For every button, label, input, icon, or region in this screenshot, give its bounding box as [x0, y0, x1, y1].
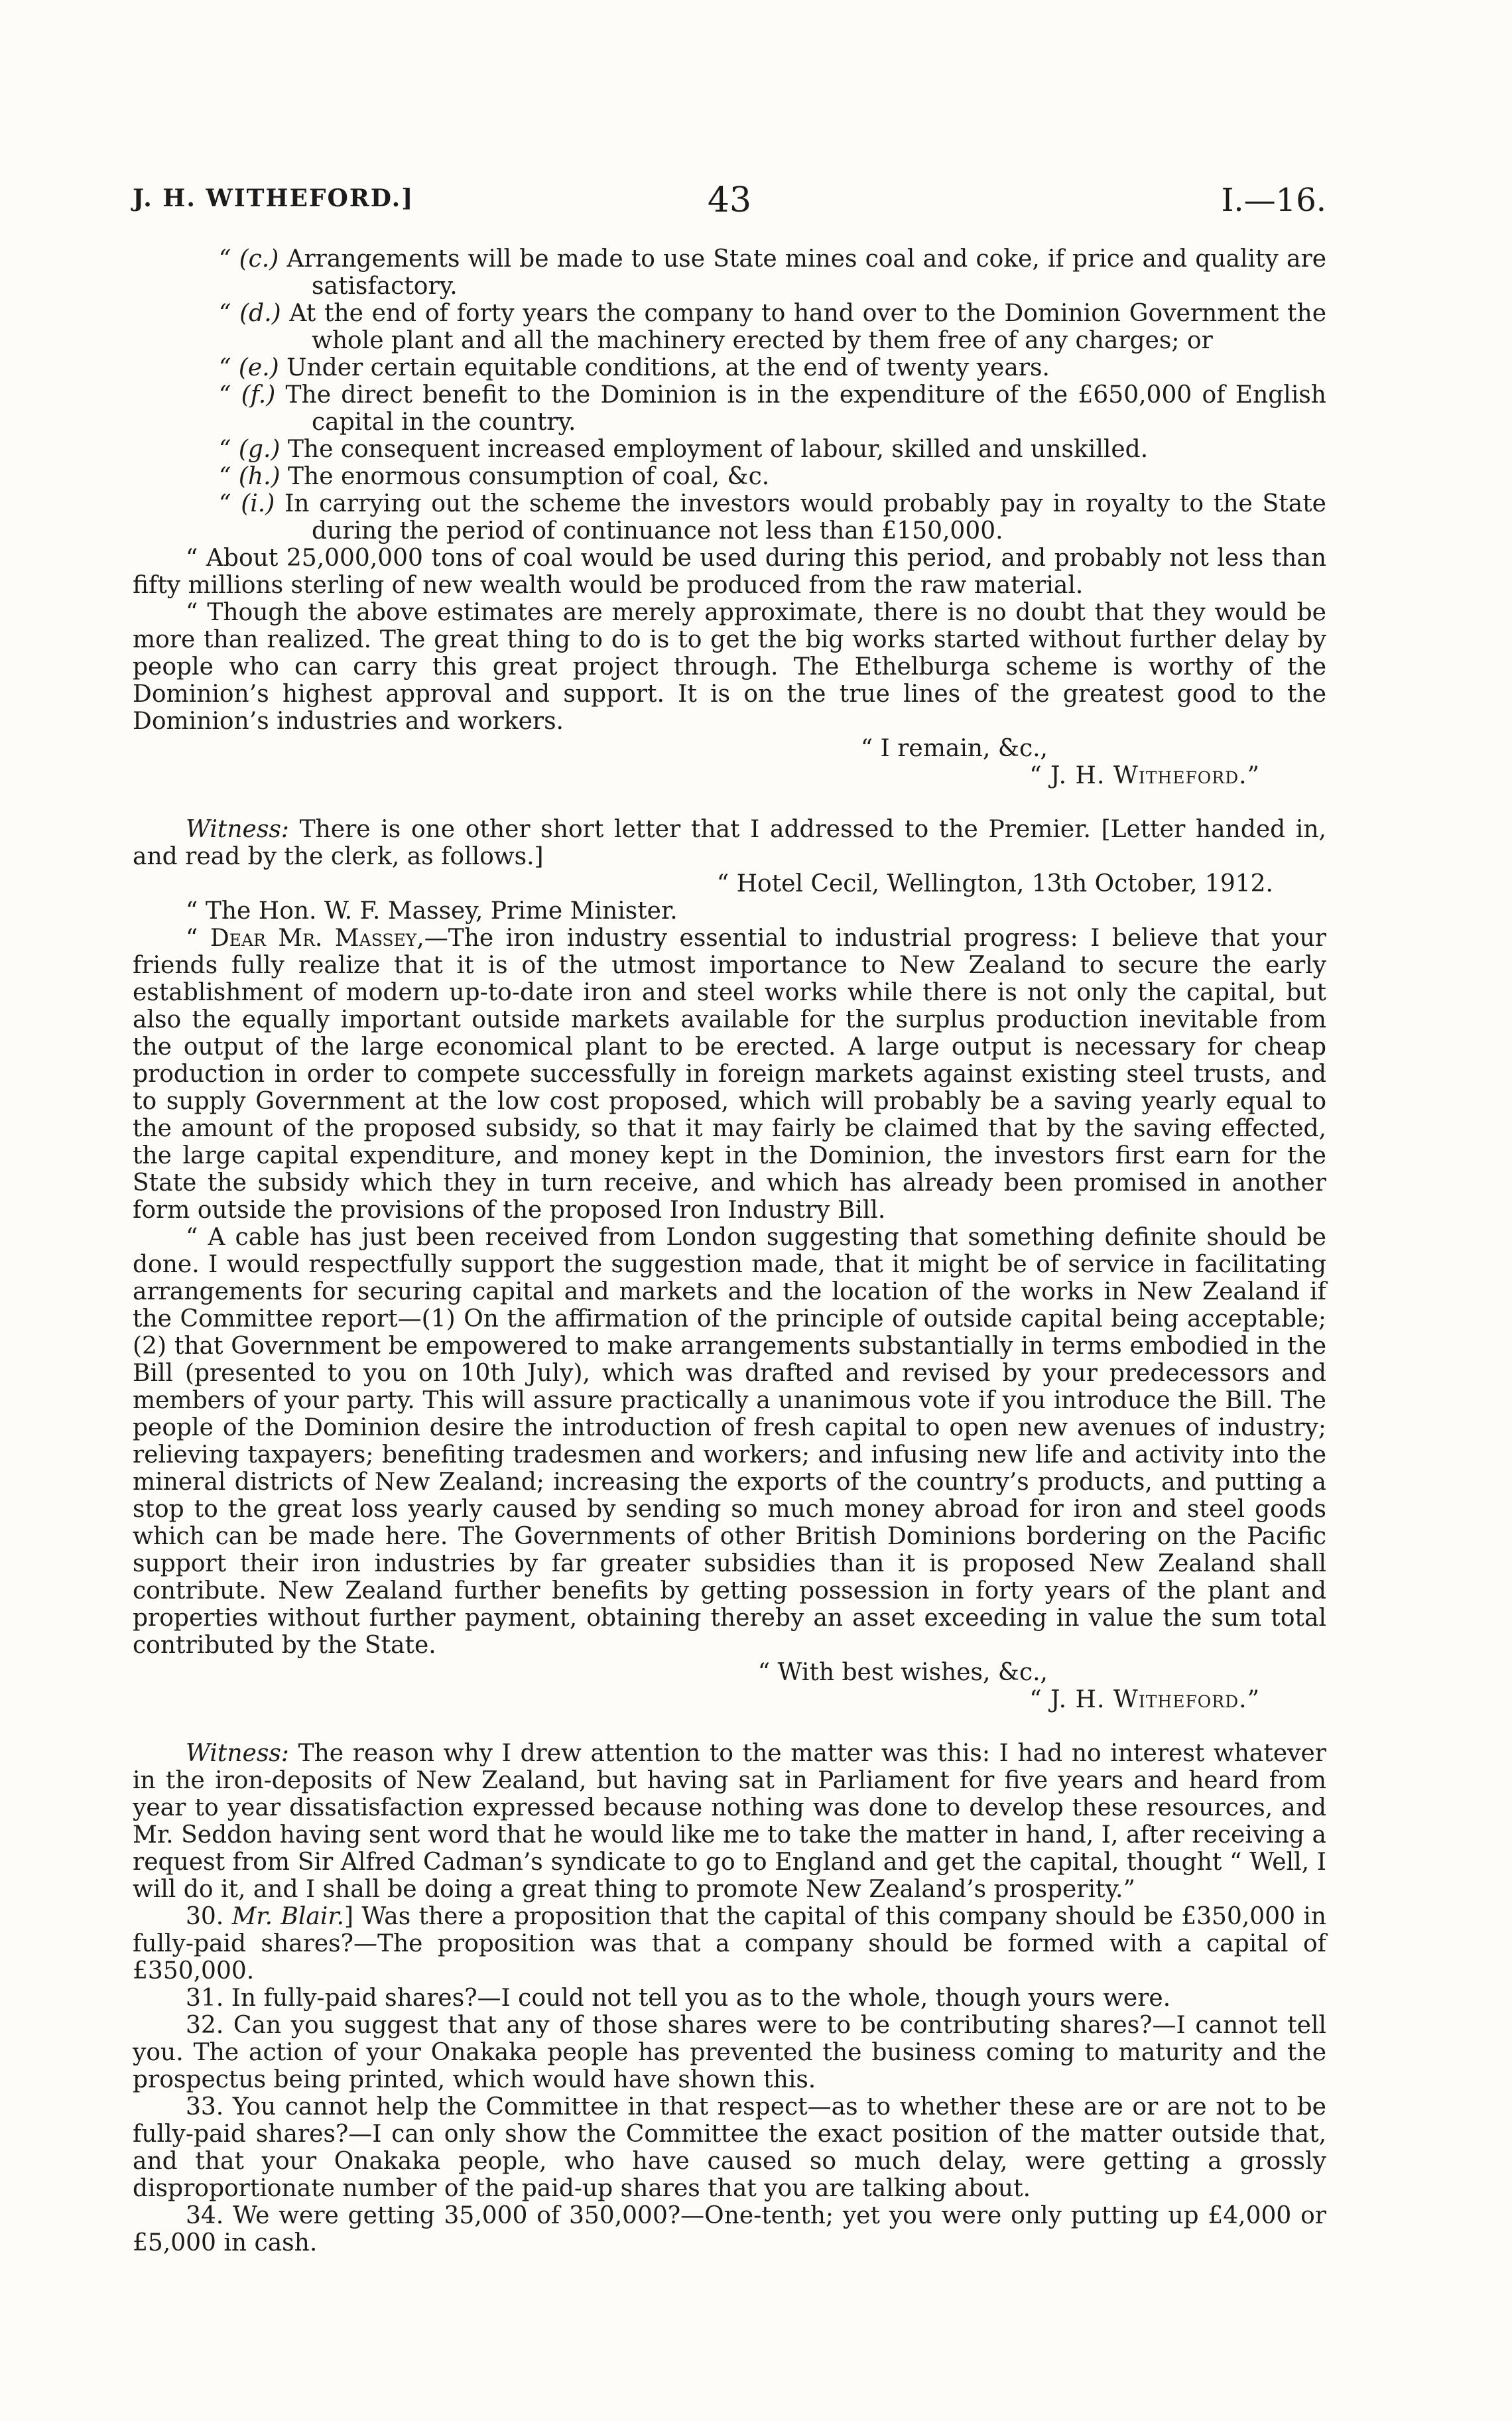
item-text: The enormous consumption of coal, &c. — [288, 463, 770, 490]
signature-closing: “ I remain, &c., — [860, 735, 1048, 762]
header-witness-name: J. H. WITHEFORD.] — [133, 184, 414, 212]
paper-reference: I.—16. — [1221, 182, 1326, 219]
question-answer: 31. In fully-paid shares?—I could not tell you as to the whole, though yours were. — [186, 1985, 1171, 2012]
question-text: ] Was there a proposition that the capital of this company should be £350,000 in fully-paid shares?—The proposition was that a company should be formed with a capital of £350,000. — [133, 1903, 1326, 1985]
letter-address: “ Hotel Cecil, Wellington, 13th October, 1912. — [716, 870, 1273, 897]
witness-text: The reason why I drew attention to the matter was this: I had no interest whatever in the iron-deposits of New Zealand, but having sat in Parliament for five years and heard from year to year dissatisfaction expressed because nothing was done to develop these resources, and Mr. Seddon having sent word that he would like me to take the matter in hand, I, after receiving a request from Sir Alfred Cadman’s syndicate to go to England and get the capital, thought “ Well, I will do it, and I shall be doing a great thing to promote New Zealand’s prosperity.” — [133, 1740, 1326, 1903]
page-number: 43 — [707, 180, 752, 220]
list-item — [219, 300, 1326, 354]
signature-closing: “ With best wishes, &c., — [757, 1659, 1048, 1686]
witness-label: Witness: — [186, 1740, 289, 1767]
question-answer: 33. You cannot help the Committee in that respect—as to whether these are or are not to be fully-paid shares?—I can only show the Committee the exact position of the matter outside that, and that your Onakaka people, who have caused so much delay, were getting a grossly disproportionate number of the paid-up shares that you are talking about. — [133, 2093, 1326, 2202]
list-item — [219, 490, 1326, 545]
item-label: “ (h.) — [219, 463, 281, 490]
letter-addressee: “ The Hon. W. F. Massey, Prime Minister. — [186, 897, 678, 925]
item-label: “ (c.) — [219, 245, 279, 273]
item-text: Arrangements will be made to use State mines coal and coke, if price and quality are satisfactory. — [286, 245, 1326, 300]
witness-label: Witness: — [186, 816, 289, 843]
list-item — [219, 436, 1326, 463]
question-answer — [133, 1903, 1326, 1985]
item-label: “ (i.) — [219, 490, 275, 517]
spacer — [133, 789, 1326, 816]
letter-paragraph: “ A cable has just been received from London suggesting that something definite should be done. I would respectfully support the suggestion made, that it might be of service in facilitating arrangements for securing capital and markets and the location of the works in New Zealand if the Committee report—(1) On the affirmation of the principle of outside capital being acceptable; (2) that Government be empowered to make arrangements substantially in terms embodied in the Bill (presented to you on 10th July), which was drafted and revised by your predecessors and members of your party. This will assure practically a unanimous vote if you introduce the Bill. The people of the Dominion desire the introduction of fresh capital to open new avenues of industry; relieving taxpayers; benefiting tradesmen and workers; and infusing new life and activity into the mineral districts of New Zealand; increasing the exports of the country’s products, and putting a stop to the great loss yearly caused by sending so much money abroad for iron and steel goods which can be made here. The Governments of other British Dominions bordering on the Pacific support their iron industries by far greater subsidies than it is proposed New Zealand shall contribute. New Zealand further benefits by getting possession in forty years of the plant and properties without further payment, obtaining thereby an asset exceeding in value the sum total contributed by the State. — [133, 1224, 1326, 1659]
list-item — [219, 245, 1326, 300]
signature-name: “ J. H. Witheford.” — [1029, 1686, 1260, 1713]
page-header — [133, 180, 1326, 224]
item-text: In carrying out the scheme the investors would probably pay in royalty to the State during the period of continuance not less than £150,000. — [284, 490, 1326, 545]
item-label: “ (d.) — [219, 300, 281, 327]
signature-name: “ J. H. Witheford.” — [1029, 762, 1260, 789]
paragraph: “ About 25,000,000 tons of coal would be used during this period, and probably not less than fifty millions sterling of new wealth would be produced from the raw material. — [133, 545, 1326, 599]
question-number: 30. — [186, 1903, 224, 1930]
list-item — [219, 354, 1326, 381]
item-text: Under certain equitable conditions, at the end of twenty years. — [286, 354, 1050, 381]
item-label: “ (f.) — [219, 381, 276, 409]
letter-paragraph — [133, 925, 1326, 1224]
witness-statement — [133, 816, 1326, 870]
item-text: The consequent increased employment of labour, skilled and unskilled. — [287, 436, 1149, 463]
question-answer: 32. Can you suggest that any of those shares were to be contributing shares?—I cannot tell you. The action of your Onakaka people has prevented the business coming to maturity and the prospectus being printed, which would have shown this. — [133, 2012, 1326, 2093]
item-text: The direct benefit to the Dominion is in the expenditure of the £650,000 of English capital in the country. — [285, 381, 1326, 436]
item-text: At the end of forty years the company to hand over to the Dominion Government the whole plant and all the machinery erected by them free of any charges; or — [289, 300, 1326, 354]
list-item — [219, 381, 1326, 436]
spacer — [133, 1713, 1326, 1740]
question-answer: 34. We were getting 35,000 of 350,000?—One-tenth; yet you were only putting up £4,000 or £5,000 in cash. — [133, 2202, 1326, 2257]
paragraph: “ Though the above estimates are merely approximate, there is no doubt that they would be more than realized. The great thing to do is to get the big works started without further delay by people who can carry this great project through. The Ethelburga scheme is worthy of the Dominion’s highest approval and support. It is on the true lines of the greatest good to the Dominion’s industries and workers. — [133, 599, 1326, 735]
item-label: “ (e.) — [219, 354, 279, 381]
salutation: “ Dear Mr. Massey, — [186, 925, 424, 952]
item-label: “ (g.) — [219, 436, 281, 463]
document-body — [133, 245, 1326, 2257]
speaker: Mr. Blair. — [231, 1903, 345, 1930]
letter-text: —The iron industry essential to industrial progress: I believe that your friends fully realize that it is of the utmost importance to New Zealand to secure the early establishment of modern up-to-date iron and steel works while there is not only the capital, but also the equally important outside markets available for the surplus production inevitable from the output of the large economical plant to be erected. A large output is necessary for cheap production in order to compete successfully in foreign markets against existing steel trusts, and to supply Government at the low cost proposed, which will probably be a saving yearly equal to the amount of the proposed subsidy, so that it may fairly be claimed that by the saving effected, the large capital expenditure, and money kept in the Dominion, the investors first earn for the State the subsidy which they in turn receive, and which has already been promised in another form outside the provisions of the proposed Iron Industry Bill. — [133, 925, 1326, 1224]
witness-statement — [133, 1740, 1326, 1903]
witness-text: There is one other short letter that I addressed to the Premier. [Letter handed in, and read by the clerk, as follows.] — [133, 816, 1326, 870]
list-item — [219, 463, 1326, 490]
